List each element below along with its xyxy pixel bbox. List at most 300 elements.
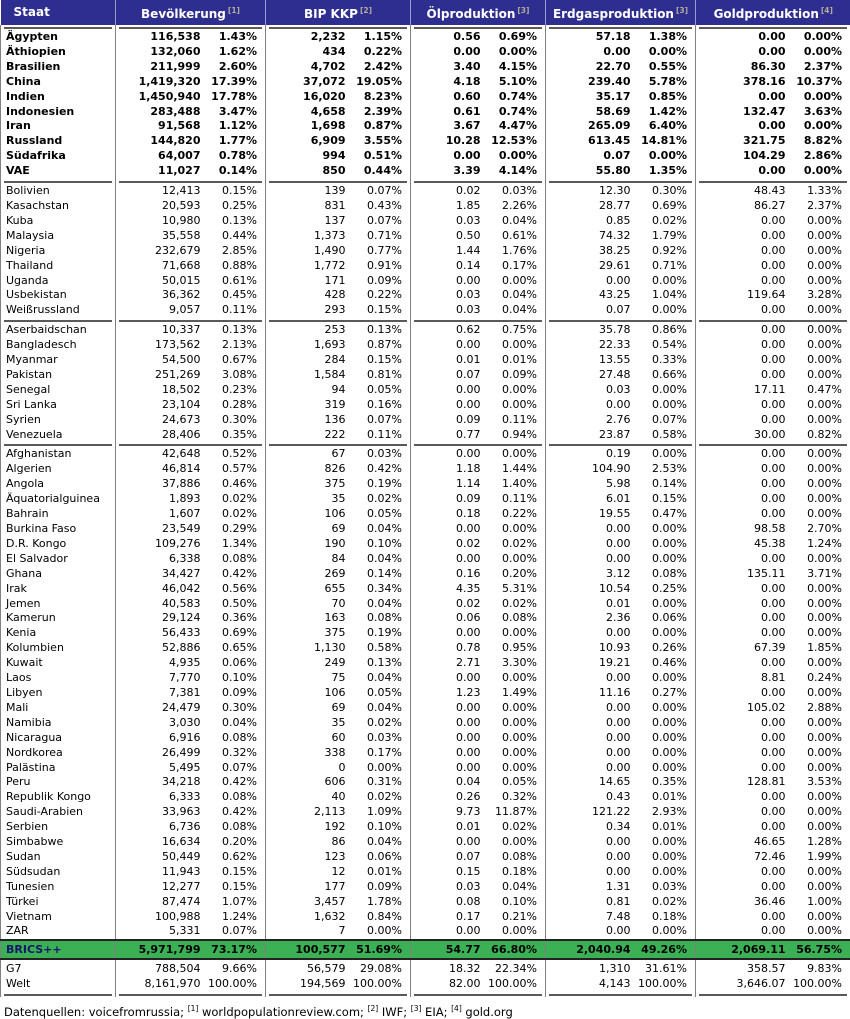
- cell-value: 2,113: [266, 805, 349, 820]
- cell-value: 0.00%: [634, 552, 696, 567]
- cell-value: 0.56: [411, 30, 484, 45]
- cell-value: 1.40%: [484, 477, 546, 492]
- cell-value: 269: [266, 567, 349, 582]
- cell-value: 5,971,799: [116, 940, 204, 959]
- cell-value: 132,060: [116, 45, 204, 60]
- cell-value: 0.00: [696, 353, 789, 368]
- cell-value: 0.08%: [204, 820, 266, 835]
- cell-value: 0.00: [696, 30, 789, 45]
- footnote-ref: [3]: [517, 6, 529, 15]
- cell-value: 0.00%: [484, 274, 546, 289]
- cell-value: 13.55: [546, 353, 634, 368]
- cell-value: 826: [266, 462, 349, 477]
- cell-value: 319: [266, 398, 349, 413]
- cell-value: 87,474: [116, 895, 204, 910]
- cell-value: 0.09: [411, 492, 484, 507]
- cell-value: 12.30: [546, 184, 634, 199]
- cell-value: 105.02: [696, 701, 789, 716]
- cell-value: 0.04%: [204, 716, 266, 731]
- cell-value: 222: [266, 428, 349, 443]
- cell-value: 18,502: [116, 383, 204, 398]
- cell-country: Tunesien: [1, 880, 116, 895]
- country-row: [1, 671, 850, 686]
- cell-value: 0.00: [546, 537, 634, 552]
- cell-country: Peru: [1, 775, 116, 790]
- cell-country: Aserbaidschan: [1, 323, 116, 338]
- cell-value: 0.00%: [789, 880, 850, 895]
- cell-value: 29,124: [116, 611, 204, 626]
- cell-country: G7: [1, 962, 116, 977]
- cell-value: 0.13%: [349, 323, 411, 338]
- cell-value: 0.00%: [634, 274, 696, 289]
- cell-value: 0.00%: [634, 522, 696, 537]
- column-header: [266, 0, 411, 25]
- cell-value: 72.46: [696, 850, 789, 865]
- cell-value: 173,562: [116, 338, 204, 353]
- cell-value: 29.08%: [349, 962, 411, 977]
- cell-value: 144,820: [116, 134, 204, 149]
- cell-value: 0.86%: [634, 323, 696, 338]
- cell-value: 0.00%: [789, 805, 850, 820]
- cell-value: 23.87: [546, 428, 634, 443]
- country-row: [1, 303, 850, 318]
- cell-value: 0.15%: [204, 184, 266, 199]
- cell-value: 27.48: [546, 368, 634, 383]
- cell-country: Brasilien: [1, 60, 116, 75]
- cell-value: 0.08: [411, 895, 484, 910]
- cell-value: 0.07%: [349, 184, 411, 199]
- country-row: [1, 597, 850, 612]
- cell-value: 0.11%: [204, 303, 266, 318]
- cell-country: Palästina: [1, 761, 116, 776]
- cell-value: 0.18: [411, 507, 484, 522]
- cell-country: Senegal: [1, 383, 116, 398]
- country-row: [1, 338, 850, 353]
- cell-value: 0.58%: [634, 428, 696, 443]
- separator-line: [269, 444, 407, 446]
- cell-value: 0.36%: [204, 611, 266, 626]
- cell-value: 64,007: [116, 149, 204, 164]
- cell-value: 0.00%: [484, 447, 546, 462]
- cell-value: 0.00%: [484, 522, 546, 537]
- cell-value: 35: [266, 716, 349, 731]
- footnote-ref: [3]: [411, 1004, 422, 1013]
- cell-value: 7,770: [116, 671, 204, 686]
- cell-value: 1.12%: [204, 119, 266, 134]
- column-headers: [1, 0, 850, 25]
- cell-value: 0.00%: [789, 45, 850, 60]
- cell-value: 1,310: [546, 962, 634, 977]
- country-row: [1, 552, 850, 567]
- cell-country: Algerien: [1, 462, 116, 477]
- reference-row: [1, 962, 850, 977]
- cell-value: 0.06: [411, 611, 484, 626]
- country-row: [1, 164, 850, 179]
- cell-value: 0.00: [696, 259, 789, 274]
- cell-value: 0.00%: [634, 303, 696, 318]
- cell-value: 34,218: [116, 775, 204, 790]
- cell-value: 0.00: [696, 90, 789, 105]
- cell-value: 0.78: [411, 641, 484, 656]
- cell-value: 0.27%: [634, 686, 696, 701]
- cell-value: 0.45%: [204, 288, 266, 303]
- cell-value: 22.34%: [484, 962, 546, 977]
- cell-value: 0.00%: [634, 716, 696, 731]
- cell-value: 12,413: [116, 184, 204, 199]
- cell-value: 30.00: [696, 428, 789, 443]
- column-header-label: Goldproduktion: [714, 7, 819, 21]
- cell-country: Äthiopien: [1, 45, 116, 60]
- cell-value: 139: [266, 184, 349, 199]
- cell-value: 0.00: [546, 731, 634, 746]
- country-row: [1, 701, 850, 716]
- separator-line: [269, 181, 407, 183]
- cell-value: 1,893: [116, 492, 204, 507]
- cell-country: Mali: [1, 701, 116, 716]
- cell-value: 34,427: [116, 567, 204, 582]
- cell-value: 57.18: [546, 30, 634, 45]
- cell-value: 0.04%: [349, 701, 411, 716]
- cell-value: 6,333: [116, 790, 204, 805]
- cell-value: 67.39: [696, 641, 789, 656]
- cell-value: 0.02%: [204, 492, 266, 507]
- cell-country: Nicaragua: [1, 731, 116, 746]
- separator-cell: [411, 992, 546, 997]
- cell-country: Weißrussland: [1, 303, 116, 318]
- cell-value: 788,504: [116, 962, 204, 977]
- cell-value: 2.26%: [484, 199, 546, 214]
- cell-value: 0.00%: [484, 716, 546, 731]
- cell-value: 1,490: [266, 244, 349, 259]
- cell-value: 0.78%: [204, 149, 266, 164]
- cell-value: 0.14%: [634, 477, 696, 492]
- cell-value: 0.34: [546, 820, 634, 835]
- cell-value: 0.00: [411, 149, 484, 164]
- cell-value: 3.67: [411, 119, 484, 134]
- cell-value: 0.42%: [204, 567, 266, 582]
- cell-value: 0.00%: [634, 383, 696, 398]
- cell-value: 0.00: [411, 671, 484, 686]
- cell-value: 284: [266, 353, 349, 368]
- cell-value: 0.07%: [349, 214, 411, 229]
- cell-value: 1,450,940: [116, 90, 204, 105]
- column-header-label: Ölproduktion: [427, 7, 516, 21]
- cell-value: 3.71%: [789, 567, 850, 582]
- cell-value: 0.04%: [349, 552, 411, 567]
- cell-value: 37,886: [116, 477, 204, 492]
- cell-value: 0.00%: [484, 731, 546, 746]
- cell-value: 265.09: [546, 119, 634, 134]
- cell-value: 0.00%: [484, 338, 546, 353]
- cell-value: 0.00: [696, 447, 789, 462]
- cell-value: 0.77%: [349, 244, 411, 259]
- cell-value: 29.61: [546, 259, 634, 274]
- cell-country: Welt: [1, 977, 116, 992]
- cell-country: Kuba: [1, 214, 116, 229]
- cell-value: 0.14%: [204, 164, 266, 179]
- cell-value: 0.18%: [634, 910, 696, 925]
- cell-value: 8.82%: [789, 134, 850, 149]
- cell-value: 0.00: [696, 274, 789, 289]
- cell-value: 23,104: [116, 398, 204, 413]
- cell-value: 1.15%: [349, 30, 411, 45]
- cell-value: 0.60: [411, 90, 484, 105]
- cell-value: 84: [266, 552, 349, 567]
- cell-value: 9.83%: [789, 962, 850, 977]
- cell-value: 0.07%: [204, 761, 266, 776]
- cell-value: 0.92%: [634, 244, 696, 259]
- cell-value: 98.58: [696, 522, 789, 537]
- country-row: [1, 761, 850, 776]
- cell-value: 0.07: [546, 149, 634, 164]
- separator-line: [414, 320, 542, 322]
- cell-value: 51.69%: [349, 940, 411, 959]
- cell-value: 232,679: [116, 244, 204, 259]
- cell-value: 194,569: [266, 977, 349, 992]
- cell-value: 104.90: [546, 462, 634, 477]
- cell-value: 0.00%: [634, 835, 696, 850]
- cell-value: 0.01%: [634, 820, 696, 835]
- cell-value: 0.00: [546, 746, 634, 761]
- cell-value: 0.00: [546, 924, 634, 940]
- cell-value: 0.01: [546, 597, 634, 612]
- cell-value: 2,040.94: [546, 940, 634, 959]
- cell-value: 0.00: [696, 761, 789, 776]
- cell-value: 6.40%: [634, 119, 696, 134]
- footer-text: IWF;: [378, 1005, 411, 1019]
- cell-value: 17.78%: [204, 90, 266, 105]
- cell-value: 12: [266, 865, 349, 880]
- cell-value: 2.53%: [634, 462, 696, 477]
- cell-value: 0.00: [546, 274, 634, 289]
- cell-value: 0.00%: [789, 611, 850, 626]
- cell-value: 35.17: [546, 90, 634, 105]
- cell-value: 4.14%: [484, 164, 546, 179]
- cell-value: 100.00%: [204, 977, 266, 992]
- cell-value: 2.39%: [349, 105, 411, 120]
- cell-value: 100.00%: [349, 977, 411, 992]
- cell-value: 1.79%: [634, 229, 696, 244]
- cell-country: Syrien: [1, 413, 116, 428]
- cell-value: 0.00%: [789, 507, 850, 522]
- cell-value: 136: [266, 413, 349, 428]
- cell-value: 0.09%: [204, 686, 266, 701]
- cell-value: 0.07%: [349, 413, 411, 428]
- cell-country: Bangladesch: [1, 338, 116, 353]
- country-row: [1, 582, 850, 597]
- cell-value: 0.00: [696, 477, 789, 492]
- cell-value: 0.04%: [484, 303, 546, 318]
- cell-value: 0.22%: [349, 288, 411, 303]
- cell-value: 0.00%: [789, 820, 850, 835]
- cell-value: 0.43%: [349, 199, 411, 214]
- cell-value: 0.00%: [789, 686, 850, 701]
- country-row: [1, 428, 850, 443]
- cell-value: 1,698: [266, 119, 349, 134]
- cell-value: 94: [266, 383, 349, 398]
- column-header: [1, 0, 116, 25]
- cell-value: 0.04%: [484, 214, 546, 229]
- cell-value: 0.00: [411, 338, 484, 353]
- footer-text: Datenquellen: voicefromrussia;: [4, 1005, 188, 1019]
- cell-value: 0.85%: [634, 90, 696, 105]
- cell-value: 106: [266, 507, 349, 522]
- cell-value: 0.00: [696, 626, 789, 641]
- cell-value: 2.37%: [789, 60, 850, 75]
- cell-value: 11.87%: [484, 805, 546, 820]
- cell-value: 0.01: [411, 353, 484, 368]
- country-row: [1, 880, 850, 895]
- cell-value: 358.57: [696, 962, 789, 977]
- cell-value: 0.03%: [349, 447, 411, 462]
- cell-value: 67: [266, 447, 349, 462]
- cell-value: 0.15%: [349, 353, 411, 368]
- separator-line: [549, 994, 692, 996]
- cell-value: 0.00: [696, 686, 789, 701]
- cell-value: 0.00%: [789, 274, 850, 289]
- cell-value: 378.16: [696, 75, 789, 90]
- cell-value: 0.00: [546, 701, 634, 716]
- cell-value: 0.00: [696, 790, 789, 805]
- cell-value: 11,943: [116, 865, 204, 880]
- country-row: [1, 522, 850, 537]
- cell-value: 0.87%: [349, 119, 411, 134]
- cell-value: 0.00: [411, 835, 484, 850]
- cell-value: 0.03: [411, 880, 484, 895]
- cell-value: 0.00%: [484, 835, 546, 850]
- cell-value: 0.17%: [484, 259, 546, 274]
- cell-country: Pakistan: [1, 368, 116, 383]
- cell-value: 0.44%: [204, 229, 266, 244]
- footer-text: EIA;: [421, 1005, 451, 1019]
- cell-value: 0.24%: [789, 671, 850, 686]
- column-header-label: Staat: [14, 5, 50, 19]
- cell-value: 116,538: [116, 30, 204, 45]
- cell-value: 119.64: [696, 288, 789, 303]
- country-row: [1, 477, 850, 492]
- cell-value: 0.69%: [204, 626, 266, 641]
- cell-value: 86: [266, 835, 349, 850]
- cell-value: 0.10%: [484, 895, 546, 910]
- cell-value: 7,381: [116, 686, 204, 701]
- cell-value: 0.00%: [634, 924, 696, 940]
- cell-value: 18.32: [411, 962, 484, 977]
- separator-line: [414, 444, 542, 446]
- country-row: [1, 567, 850, 582]
- cell-value: 0.00%: [789, 368, 850, 383]
- cell-value: 0.02%: [634, 214, 696, 229]
- country-row: [1, 924, 850, 940]
- cell-value: 22.70: [546, 60, 634, 75]
- cell-value: 2.60%: [204, 60, 266, 75]
- column-header-label: BIP KKP: [304, 7, 358, 21]
- cell-value: 0.02%: [204, 507, 266, 522]
- cell-country: Libyen: [1, 686, 116, 701]
- cell-value: 0.00%: [789, 164, 850, 179]
- cell-value: 0.00%: [789, 214, 850, 229]
- separator-line: [414, 27, 542, 29]
- cell-value: 1.09%: [349, 805, 411, 820]
- separator-line: [4, 27, 112, 29]
- cell-value: 0.03%: [634, 880, 696, 895]
- cell-value: 1.78%: [349, 895, 411, 910]
- cell-value: 4.18: [411, 75, 484, 90]
- cell-value: 0.20%: [204, 835, 266, 850]
- cell-value: 0.15: [411, 865, 484, 880]
- cell-value: 0.00%: [484, 701, 546, 716]
- country-row: [1, 45, 850, 60]
- cell-value: 0.00: [696, 611, 789, 626]
- cell-value: 0.00: [546, 835, 634, 850]
- cell-value: 0.00%: [634, 626, 696, 641]
- cell-value: 48.43: [696, 184, 789, 199]
- cell-value: 1.24%: [789, 537, 850, 552]
- cell-value: 10.93: [546, 641, 634, 656]
- cell-value: 0.00: [696, 119, 789, 134]
- cell-value: 0.44%: [349, 164, 411, 179]
- cell-value: 24,673: [116, 413, 204, 428]
- cell-value: 1.00%: [789, 895, 850, 910]
- cell-country: El Salvador: [1, 552, 116, 567]
- cell-value: 434: [266, 45, 349, 60]
- cell-value: 100.00%: [789, 977, 850, 992]
- cell-value: 0.81: [546, 895, 634, 910]
- cell-country: Südsudan: [1, 865, 116, 880]
- cell-country: ZAR: [1, 924, 116, 940]
- cell-value: 49.26%: [634, 940, 696, 959]
- cell-value: 0.69%: [484, 30, 546, 45]
- country-row: [1, 731, 850, 746]
- cell-value: 16,020: [266, 90, 349, 105]
- cell-value: 0.00: [696, 338, 789, 353]
- cell-country: Serbien: [1, 820, 116, 835]
- separator-line: [549, 444, 692, 446]
- cell-value: 0.00%: [789, 353, 850, 368]
- cell-value: 9.66%: [204, 962, 266, 977]
- country-row: [1, 865, 850, 880]
- cell-value: 28.77: [546, 199, 634, 214]
- cell-value: 35.78: [546, 323, 634, 338]
- cell-value: 1.33%: [789, 184, 850, 199]
- separator-cell: [696, 992, 850, 997]
- cell-value: 0.95%: [484, 641, 546, 656]
- cell-value: 0.00%: [634, 731, 696, 746]
- cell-country: Kuwait: [1, 656, 116, 671]
- cell-value: 7.48: [546, 910, 634, 925]
- cell-value: 128.81: [696, 775, 789, 790]
- cell-value: 0.02: [411, 597, 484, 612]
- cell-value: 0.00: [546, 626, 634, 641]
- cell-value: 0.00: [411, 761, 484, 776]
- cell-value: 0.32%: [484, 790, 546, 805]
- cell-value: 0.19: [546, 447, 634, 462]
- cell-value: 1.44%: [484, 462, 546, 477]
- cell-value: 0.02: [411, 184, 484, 199]
- cell-value: 8,161,970: [116, 977, 204, 992]
- cell-value: 239.40: [546, 75, 634, 90]
- cell-value: 3,646.07: [696, 977, 789, 992]
- cell-value: 0.07: [411, 368, 484, 383]
- cell-value: 2.71: [411, 656, 484, 671]
- cell-value: 36.46: [696, 895, 789, 910]
- country-row: [1, 895, 850, 910]
- cell-value: 109,276: [116, 537, 204, 552]
- cell-country: Myanmar: [1, 353, 116, 368]
- cell-value: 0.71%: [349, 229, 411, 244]
- cell-value: 0.02%: [484, 537, 546, 552]
- cell-value: 100,988: [116, 910, 204, 925]
- country-row: [1, 229, 850, 244]
